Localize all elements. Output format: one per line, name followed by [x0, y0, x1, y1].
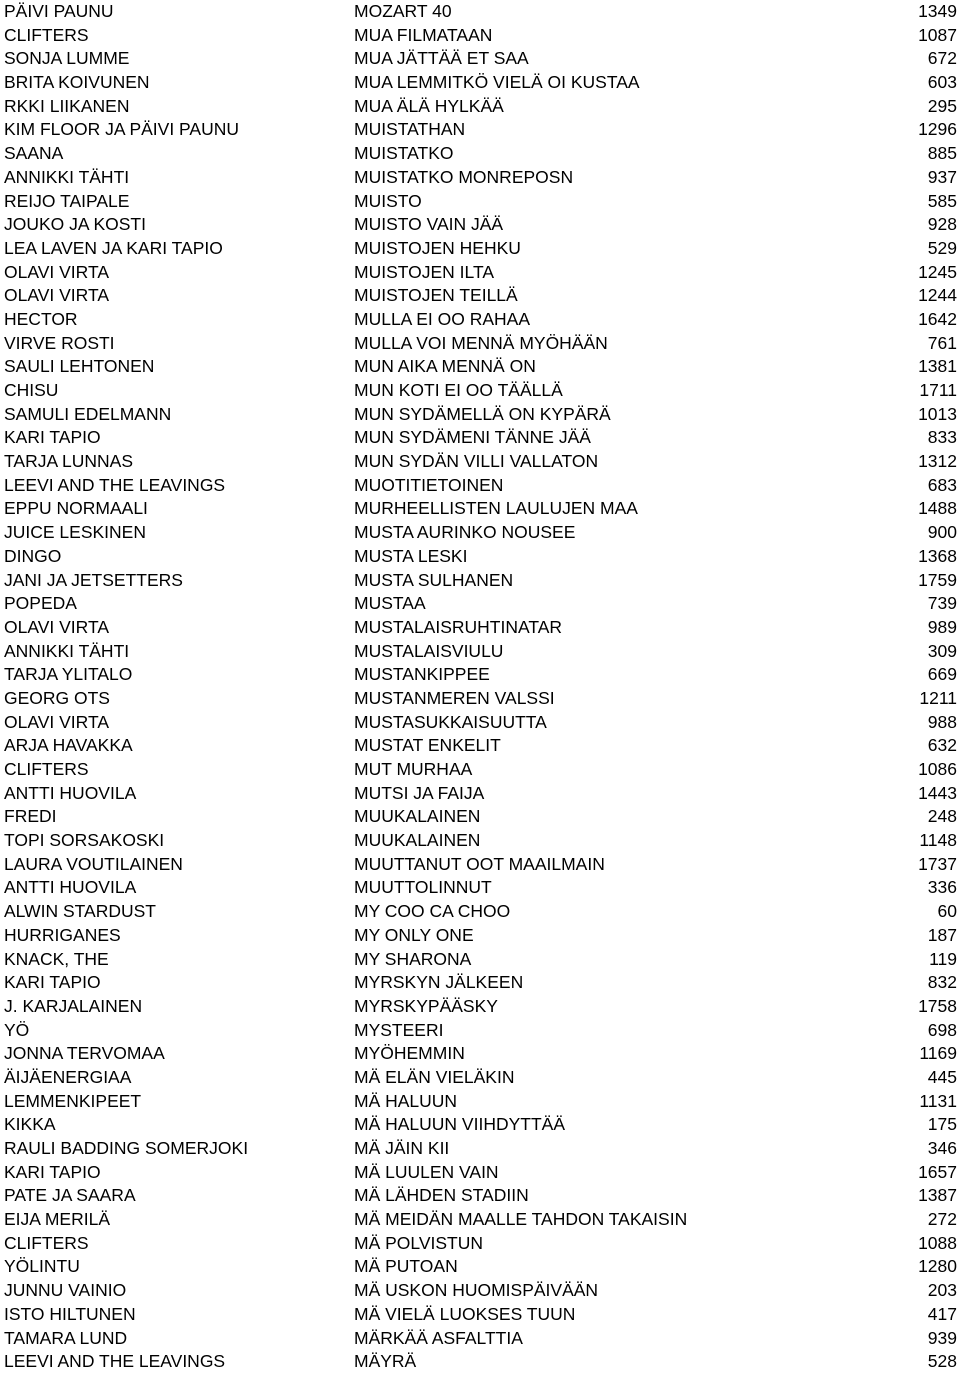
song-number: 1387	[918, 1185, 957, 1206]
song-number: 203	[927, 1280, 957, 1301]
song-title: MÄ LUULEN VAIN	[354, 1161, 499, 1182]
artist-name: SAMULI EDELMANN	[4, 403, 172, 424]
song-title: MULLA VOI MENNÄ MYÖHÄÄN	[354, 332, 608, 353]
song-row	[0, 1232, 960, 1256]
song-row	[0, 663, 960, 687]
artist-name: REIJO TAIPALE	[4, 190, 130, 211]
song-row	[0, 876, 960, 900]
song-row	[0, 1208, 960, 1232]
artist-name: FREDI	[4, 806, 57, 827]
song-title: MUISTOJEN ILTA	[354, 261, 495, 282]
song-title: MUTSI JA FAIJA	[354, 782, 485, 803]
song-number: 295	[927, 95, 957, 116]
song-row	[0, 142, 960, 166]
song-title: MUSTAT ENKELIT	[354, 735, 501, 756]
artist-name: YÖ	[4, 1019, 30, 1040]
song-title: MUA FILMATAAN	[354, 24, 493, 45]
song-number: 585	[927, 190, 957, 211]
song-title: MUUKALAINEN	[354, 806, 481, 827]
song-title: MURHEELLISTEN LAULUJEN MAA	[354, 498, 638, 519]
song-number: 1013	[918, 403, 957, 424]
artist-name: YÖLINTU	[4, 1256, 80, 1277]
artist-name: LEEVI AND THE LEAVINGS	[4, 1351, 226, 1372]
song-number: 1711	[919, 380, 957, 400]
song-number: 272	[927, 1209, 957, 1230]
song-title: MUISTO VAIN JÄÄ	[354, 214, 504, 235]
song-number: 603	[927, 72, 957, 93]
artist-name: OLAVI VIRTA	[4, 711, 110, 732]
song-title: MUN SYDÄMENI TÄNNE JÄÄ	[354, 427, 591, 448]
song-row	[0, 190, 960, 214]
song-title: MYRSKYN JÄLKEEN	[354, 972, 524, 993]
song-number: 1131	[919, 1090, 957, 1111]
song-title: MY COO CA CHOO	[354, 901, 511, 922]
artist-name: OLAVI VIRTA	[4, 616, 110, 637]
song-row	[0, 1303, 960, 1327]
song-title: MUN SYDÄMELLÄ ON KYPÄRÄ	[354, 403, 611, 424]
artist-name: PÄIVI PAUNU	[4, 1, 114, 21]
artist-name: SAULI LEHTONEN	[4, 356, 155, 377]
song-title: MÄ PUTOAN	[354, 1256, 458, 1277]
song-row	[0, 1019, 960, 1043]
song-title: MULLA EI OO RAHAA	[354, 308, 531, 329]
song-number: 336	[927, 877, 957, 898]
artist-name: ISTO HILTUNEN	[4, 1303, 136, 1324]
song-number: 988	[927, 711, 957, 732]
song-number: 1642	[918, 308, 957, 329]
song-row	[0, 829, 960, 853]
song-number: 832	[927, 972, 957, 993]
song-row	[0, 900, 960, 924]
song-number: 632	[927, 735, 957, 756]
song-title: MUSTAA	[354, 593, 426, 614]
artist-name: BRITA KOIVUNEN	[4, 72, 150, 93]
song-row	[0, 355, 960, 379]
song-row	[0, 403, 960, 427]
song-number: 833	[927, 427, 957, 448]
song-number: 119	[929, 948, 957, 969]
artist-name: LEMMENKIPEET	[4, 1090, 142, 1111]
artist-name: ANNIKKI TÄHTI	[4, 640, 130, 661]
song-number: 175	[927, 1114, 957, 1135]
song-title: MOZART 40	[354, 1, 452, 21]
song-row	[0, 521, 960, 545]
song-number: 1211	[919, 687, 957, 708]
song-row	[0, 1113, 960, 1137]
song-number: 187	[927, 924, 957, 945]
artist-name: CLIFTERS	[4, 759, 89, 779]
song-number: 1368	[918, 545, 957, 566]
artist-name: RAULI BADDING SOMERJOKI	[4, 1138, 249, 1158]
song-title: MUOTITIETOINEN	[354, 474, 504, 495]
song-title: MUUKALAINEN	[354, 830, 481, 851]
song-row	[0, 308, 960, 332]
song-number: 1737	[918, 853, 957, 874]
song-row	[0, 948, 960, 972]
song-title: MÄ POLVISTUN	[354, 1232, 484, 1253]
artist-name: ANTTI HUOVILA	[4, 877, 137, 898]
song-row	[0, 474, 960, 498]
song-row	[0, 213, 960, 237]
song-title: MUISTATKO	[354, 143, 454, 164]
song-number: 1296	[918, 119, 957, 140]
song-number: 698	[927, 1019, 957, 1040]
song-title: MYRSKYPÄÄSKY	[354, 995, 498, 1016]
song-row	[0, 545, 960, 569]
song-number: 761	[927, 332, 957, 353]
artist-name: CHISU	[4, 380, 59, 400]
song-title: MUISTATKO MONREPOSN	[354, 166, 574, 187]
song-row	[0, 995, 960, 1019]
song-row	[0, 118, 960, 142]
song-number: 1312	[918, 451, 957, 472]
song-row	[0, 284, 960, 308]
song-row	[0, 782, 960, 806]
song-row	[0, 569, 960, 593]
song-row	[0, 379, 960, 403]
song-row	[0, 426, 960, 450]
song-number: 1088	[918, 1232, 957, 1253]
song-number: 309	[927, 640, 957, 661]
song-number: 528	[927, 1351, 957, 1372]
song-title: MUSTALAISRUHTINATAR	[354, 616, 563, 637]
artist-name: TARJA LUNNAS	[4, 451, 134, 472]
artist-name: DINGO	[4, 545, 62, 566]
song-title: MUN AIKA MENNÄ ON	[354, 356, 536, 377]
song-title: MUSTA SULHANEN	[354, 569, 514, 590]
song-row	[0, 1042, 960, 1066]
song-number: 1349	[918, 1, 957, 21]
artist-name: VIRVE ROSTI	[4, 332, 115, 353]
song-row	[0, 1327, 960, 1351]
song-number: 1280	[918, 1256, 957, 1277]
song-title: MÄ HALUUN VIIHDYTTÄÄ	[354, 1114, 565, 1135]
artist-name: OLAVI VIRTA	[4, 285, 110, 306]
song-number: 1086	[918, 759, 957, 779]
song-title: MÄ VIELÄ LUOKSES TUUN	[354, 1303, 576, 1324]
song-number: 60	[937, 901, 957, 922]
song-title: MÄ LÄHDEN STADIIN	[354, 1185, 529, 1206]
song-number: 1443	[918, 782, 957, 803]
song-row	[0, 616, 960, 640]
song-row	[0, 924, 960, 948]
song-row	[0, 1350, 960, 1374]
song-number: 1381	[918, 356, 957, 377]
artist-name: LEA LAVEN JA KARI TAPIO	[4, 237, 223, 258]
artist-name: ANTTI HUOVILA	[4, 782, 137, 803]
song-row	[0, 95, 960, 119]
song-title: MUSTANMEREN VALSSI	[354, 687, 555, 708]
song-row	[0, 640, 960, 664]
song-number: 1087	[918, 24, 957, 45]
song-title: MUSTALAISVIULU	[354, 640, 504, 661]
artist-name: KARI TAPIO	[4, 972, 101, 993]
song-row	[0, 71, 960, 95]
song-title: MÄ ELÄN VIELÄKIN	[354, 1066, 515, 1087]
song-number: 1245	[918, 261, 957, 282]
song-title: MUN KOTI EI OO TÄÄLLÄ	[354, 380, 563, 400]
artist-name: SAANA	[4, 143, 64, 164]
artist-name: JUNNU VAINIO	[4, 1280, 127, 1301]
song-title: MUISTOJEN HEHKU	[354, 237, 521, 258]
song-title: MYÖHEMMIN	[354, 1043, 465, 1064]
song-number: 683	[927, 474, 957, 495]
song-row	[0, 166, 960, 190]
artist-name: CLIFTERS	[4, 24, 89, 45]
artist-name: HURRIGANES	[4, 924, 121, 945]
artist-name: JONNA TERVOMAA	[4, 1043, 165, 1064]
song-row	[0, 1184, 960, 1208]
artist-name: J. KARJALAINEN	[4, 995, 143, 1016]
artist-name: KARI TAPIO	[4, 427, 101, 448]
song-title: MÄ JÄIN KII	[354, 1138, 450, 1158]
song-title: MY SHARONA	[354, 948, 472, 969]
song-number: 739	[927, 593, 957, 614]
artist-name: LEEVI AND THE LEAVINGS	[4, 474, 226, 495]
song-number: 669	[927, 664, 957, 685]
artist-name: ANNIKKI TÄHTI	[4, 166, 130, 187]
song-row	[0, 711, 960, 735]
song-number: 989	[927, 616, 957, 637]
artist-name: KARI TAPIO	[4, 1161, 101, 1182]
song-number: 900	[927, 522, 957, 543]
song-row	[0, 971, 960, 995]
song-number: 885	[927, 143, 957, 164]
song-title: MUA ÄLÄ HYLKÄÄ	[354, 95, 504, 116]
artist-name: KIM FLOOR JA PÄIVI PAUNU	[4, 119, 240, 140]
song-row	[0, 1279, 960, 1303]
song-title: MUSTANKIPPEE	[354, 664, 490, 685]
song-row	[0, 1161, 960, 1185]
song-title: MUSTASUKKAISUUTTA	[354, 711, 547, 732]
song-title: MUA LEMMITKÖ VIELÄ OI KUSTAA	[354, 72, 640, 93]
song-title: MUN SYDÄN VILLI VALLATON	[354, 451, 599, 472]
artist-name: CLIFTERS	[4, 1232, 89, 1253]
song-row	[0, 261, 960, 285]
song-number: 939	[927, 1327, 957, 1348]
artist-name: EPPU NORMAALI	[4, 498, 148, 519]
song-title: MÄ HALUUN	[354, 1090, 458, 1111]
song-row	[0, 497, 960, 521]
artist-name: LAURA VOUTILAINEN	[4, 853, 183, 874]
song-row	[0, 1090, 960, 1114]
song-row	[0, 47, 960, 71]
song-number: 1169	[919, 1043, 957, 1064]
song-title: MÄ MEIDÄN MAALLE TAHDON TAKAISIN	[354, 1209, 688, 1230]
song-row	[0, 237, 960, 261]
song-row	[0, 1255, 960, 1279]
artist-name: JANI JA JETSETTERS	[4, 569, 183, 590]
song-row	[0, 1137, 960, 1161]
song-number: 1148	[919, 830, 957, 851]
song-row	[0, 24, 960, 48]
song-number: 937	[927, 166, 957, 187]
artist-name: GEORG OTS	[4, 687, 110, 708]
artist-name: TOPI SORSAKOSKI	[4, 830, 165, 851]
song-title: MUISTOJEN TEILLÄ	[354, 285, 518, 306]
song-number: 346	[927, 1138, 957, 1158]
artist-name: SONJA LUMME	[4, 48, 130, 69]
song-number: 1244	[918, 285, 957, 306]
song-title: MUUTTANUT OOT MAAILMAIN	[354, 853, 605, 874]
song-number: 672	[927, 48, 957, 69]
song-row	[0, 0, 960, 24]
song-row	[0, 758, 960, 782]
artist-name: JUICE LESKINEN	[4, 522, 146, 543]
song-row	[0, 805, 960, 829]
song-number: 1759	[918, 569, 957, 590]
song-title: MUSTA LESKI	[354, 545, 468, 566]
artist-name: ÄIJÄENERGIAA	[4, 1066, 132, 1087]
artist-name: OLAVI VIRTA	[4, 261, 110, 282]
song-row	[0, 592, 960, 616]
artist-name: POPEDA	[4, 593, 77, 614]
song-number: 529	[927, 237, 957, 258]
artist-name: TAMARA LUND	[4, 1327, 128, 1348]
song-number: 417	[927, 1303, 957, 1324]
song-row	[0, 853, 960, 877]
artist-name: ARJA HAVAKKA	[4, 735, 133, 756]
song-number: 1758	[918, 995, 957, 1016]
song-row	[0, 687, 960, 711]
song-number: 445	[927, 1066, 957, 1087]
artist-name: HECTOR	[4, 308, 78, 329]
song-number: 928	[927, 214, 957, 235]
song-row	[0, 450, 960, 474]
artist-name: RKKI LIIKANEN	[4, 95, 130, 116]
song-title: MYSTEERI	[354, 1019, 444, 1040]
song-row	[0, 734, 960, 758]
artist-name: PATE JA SAARA	[4, 1185, 136, 1206]
song-title: MY ONLY ONE	[354, 924, 474, 945]
song-title: MUISTATHAN	[354, 119, 466, 140]
song-title: MÄYRÄ	[354, 1351, 417, 1372]
song-title: MUT MURHAA	[354, 759, 473, 779]
song-row	[0, 332, 960, 356]
song-title: MÄ USKON HUOMISPÄIVÄÄN	[354, 1280, 599, 1301]
artist-name: TARJA YLITALO	[4, 664, 133, 685]
song-title: MUSTA AURINKO NOUSEE	[354, 522, 576, 543]
song-title: MUISTO	[354, 190, 422, 211]
artist-name: KNACK, THE	[4, 948, 109, 969]
song-row	[0, 1066, 960, 1090]
artist-name: EIJA MERILÄ	[4, 1209, 111, 1230]
song-number: 248	[927, 806, 957, 827]
artist-name: KIKKA	[4, 1114, 56, 1135]
song-number: 1657	[918, 1161, 957, 1182]
song-title: MUA JÄTTÄÄ ET SAA	[354, 48, 529, 69]
artist-name: ALWIN STARDUST	[4, 901, 156, 922]
song-title: MUUTTOLINNUT	[354, 877, 492, 898]
song-title: MÄRKÄÄ ASFALTTIA	[354, 1327, 523, 1348]
artist-name: JOUKO JA KOSTI	[4, 214, 146, 235]
song-number: 1488	[918, 498, 957, 519]
